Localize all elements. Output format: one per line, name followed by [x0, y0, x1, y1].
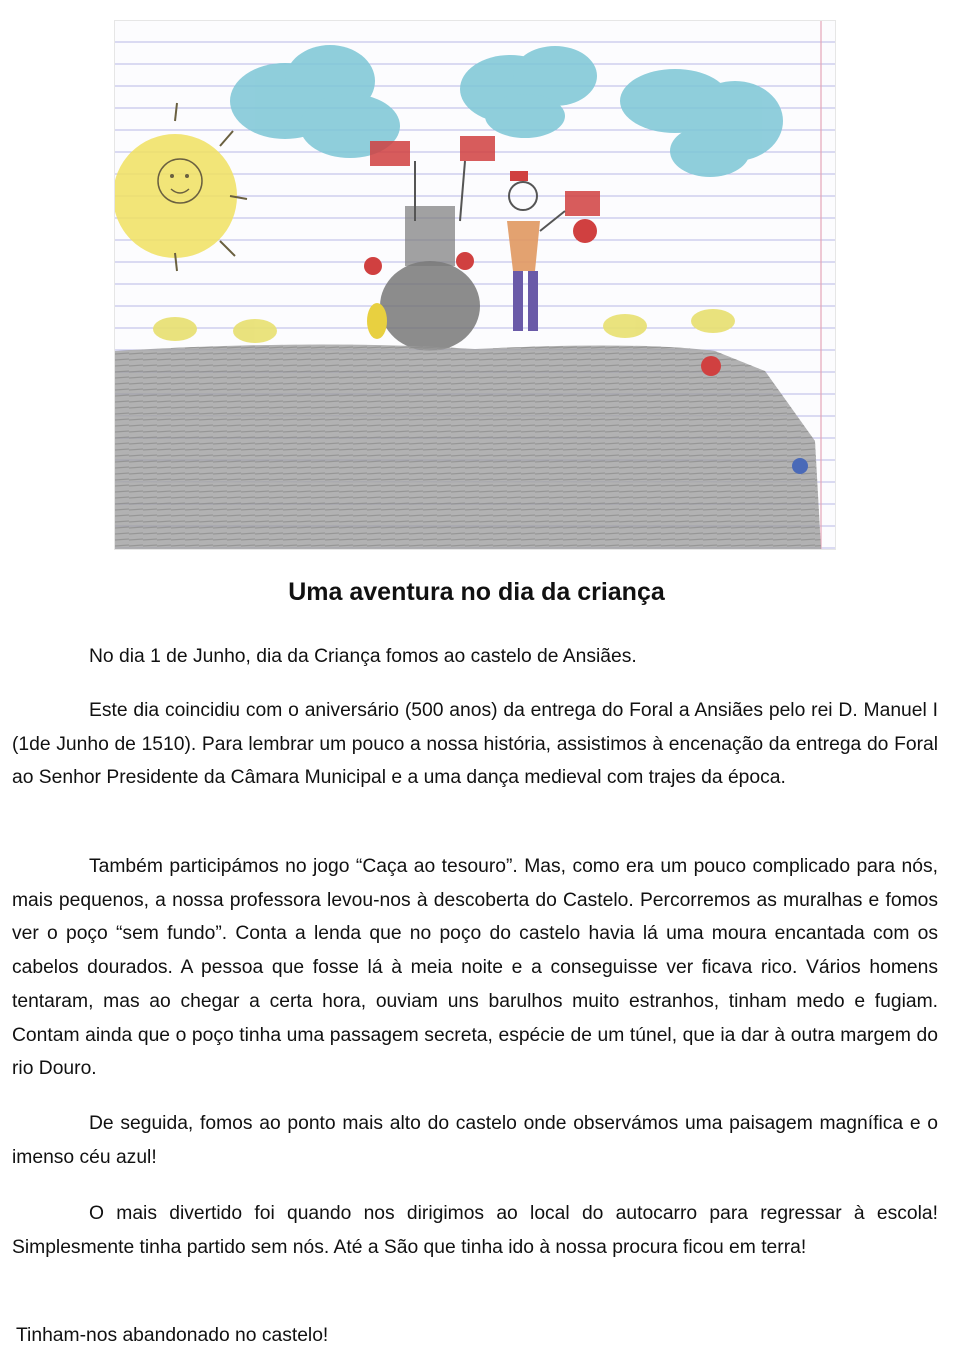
paragraph-legend: Também participámos no jogo “Caça ao tesouro”. Mas, como era um pouco complicado para nós, mais pequenos, a nossa professora levou-nos à descoberta do Castelo. Percorremos as muralhas e fomos ver o poço “sem fundo”. Conta a lenda que no poço do castelo havia lá uma moura encantada com os cabelos dourados. A pessoa que fosse lá à meia noite e a conseguisse ver ficava rico. Vários homens tentaram, mas ao chegar a certa hora, ouviam uns barulhos muito estranhos, tinham medo e fugiam. Contam ainda que o poço tinha uma passagem secreta, espécie de um túnel, que ia dar à outra margem do rio Douro. — [12, 856, 938, 1080]
child-drawing-illustration — [114, 20, 836, 550]
paragraph-intro: No dia 1 de Junho, dia da Criança fomos ao castelo de Ansiães. — [89, 646, 637, 667]
page-title: Uma aventura no dia da criança — [288, 578, 665, 606]
paragraph-bus: O mais divertido foi quando nos dirigimos ao local do autocarro para regressar à escola! Simplesmente tinha partido sem nós. Até a São que tinha ido à nossa procura ficou em terra! — [12, 1203, 938, 1258]
castle-drawing — [115, 21, 835, 549]
paragraph-ending: Tinham-nos abandonado no castelo! — [16, 1325, 329, 1346]
ground-drawing — [115, 344, 821, 549]
paragraph-view: De seguida, fomos ao ponto mais alto do castelo onde observámos uma paisagem magnífica e o imenso céu azul! — [12, 1113, 938, 1168]
paragraph-foral: Este dia coincidiu com o aniversário (500 anos) da entrega do Foral a Ansiães pelo rei D. Manuel I (1de Junho de 1510). Para lembrar um pouco a nossa história, assistimos à encenação da entrega do Foral ao Senhor Presidente da Câmara Municipal e a uma dança medieval com trajes da época. — [12, 700, 938, 789]
